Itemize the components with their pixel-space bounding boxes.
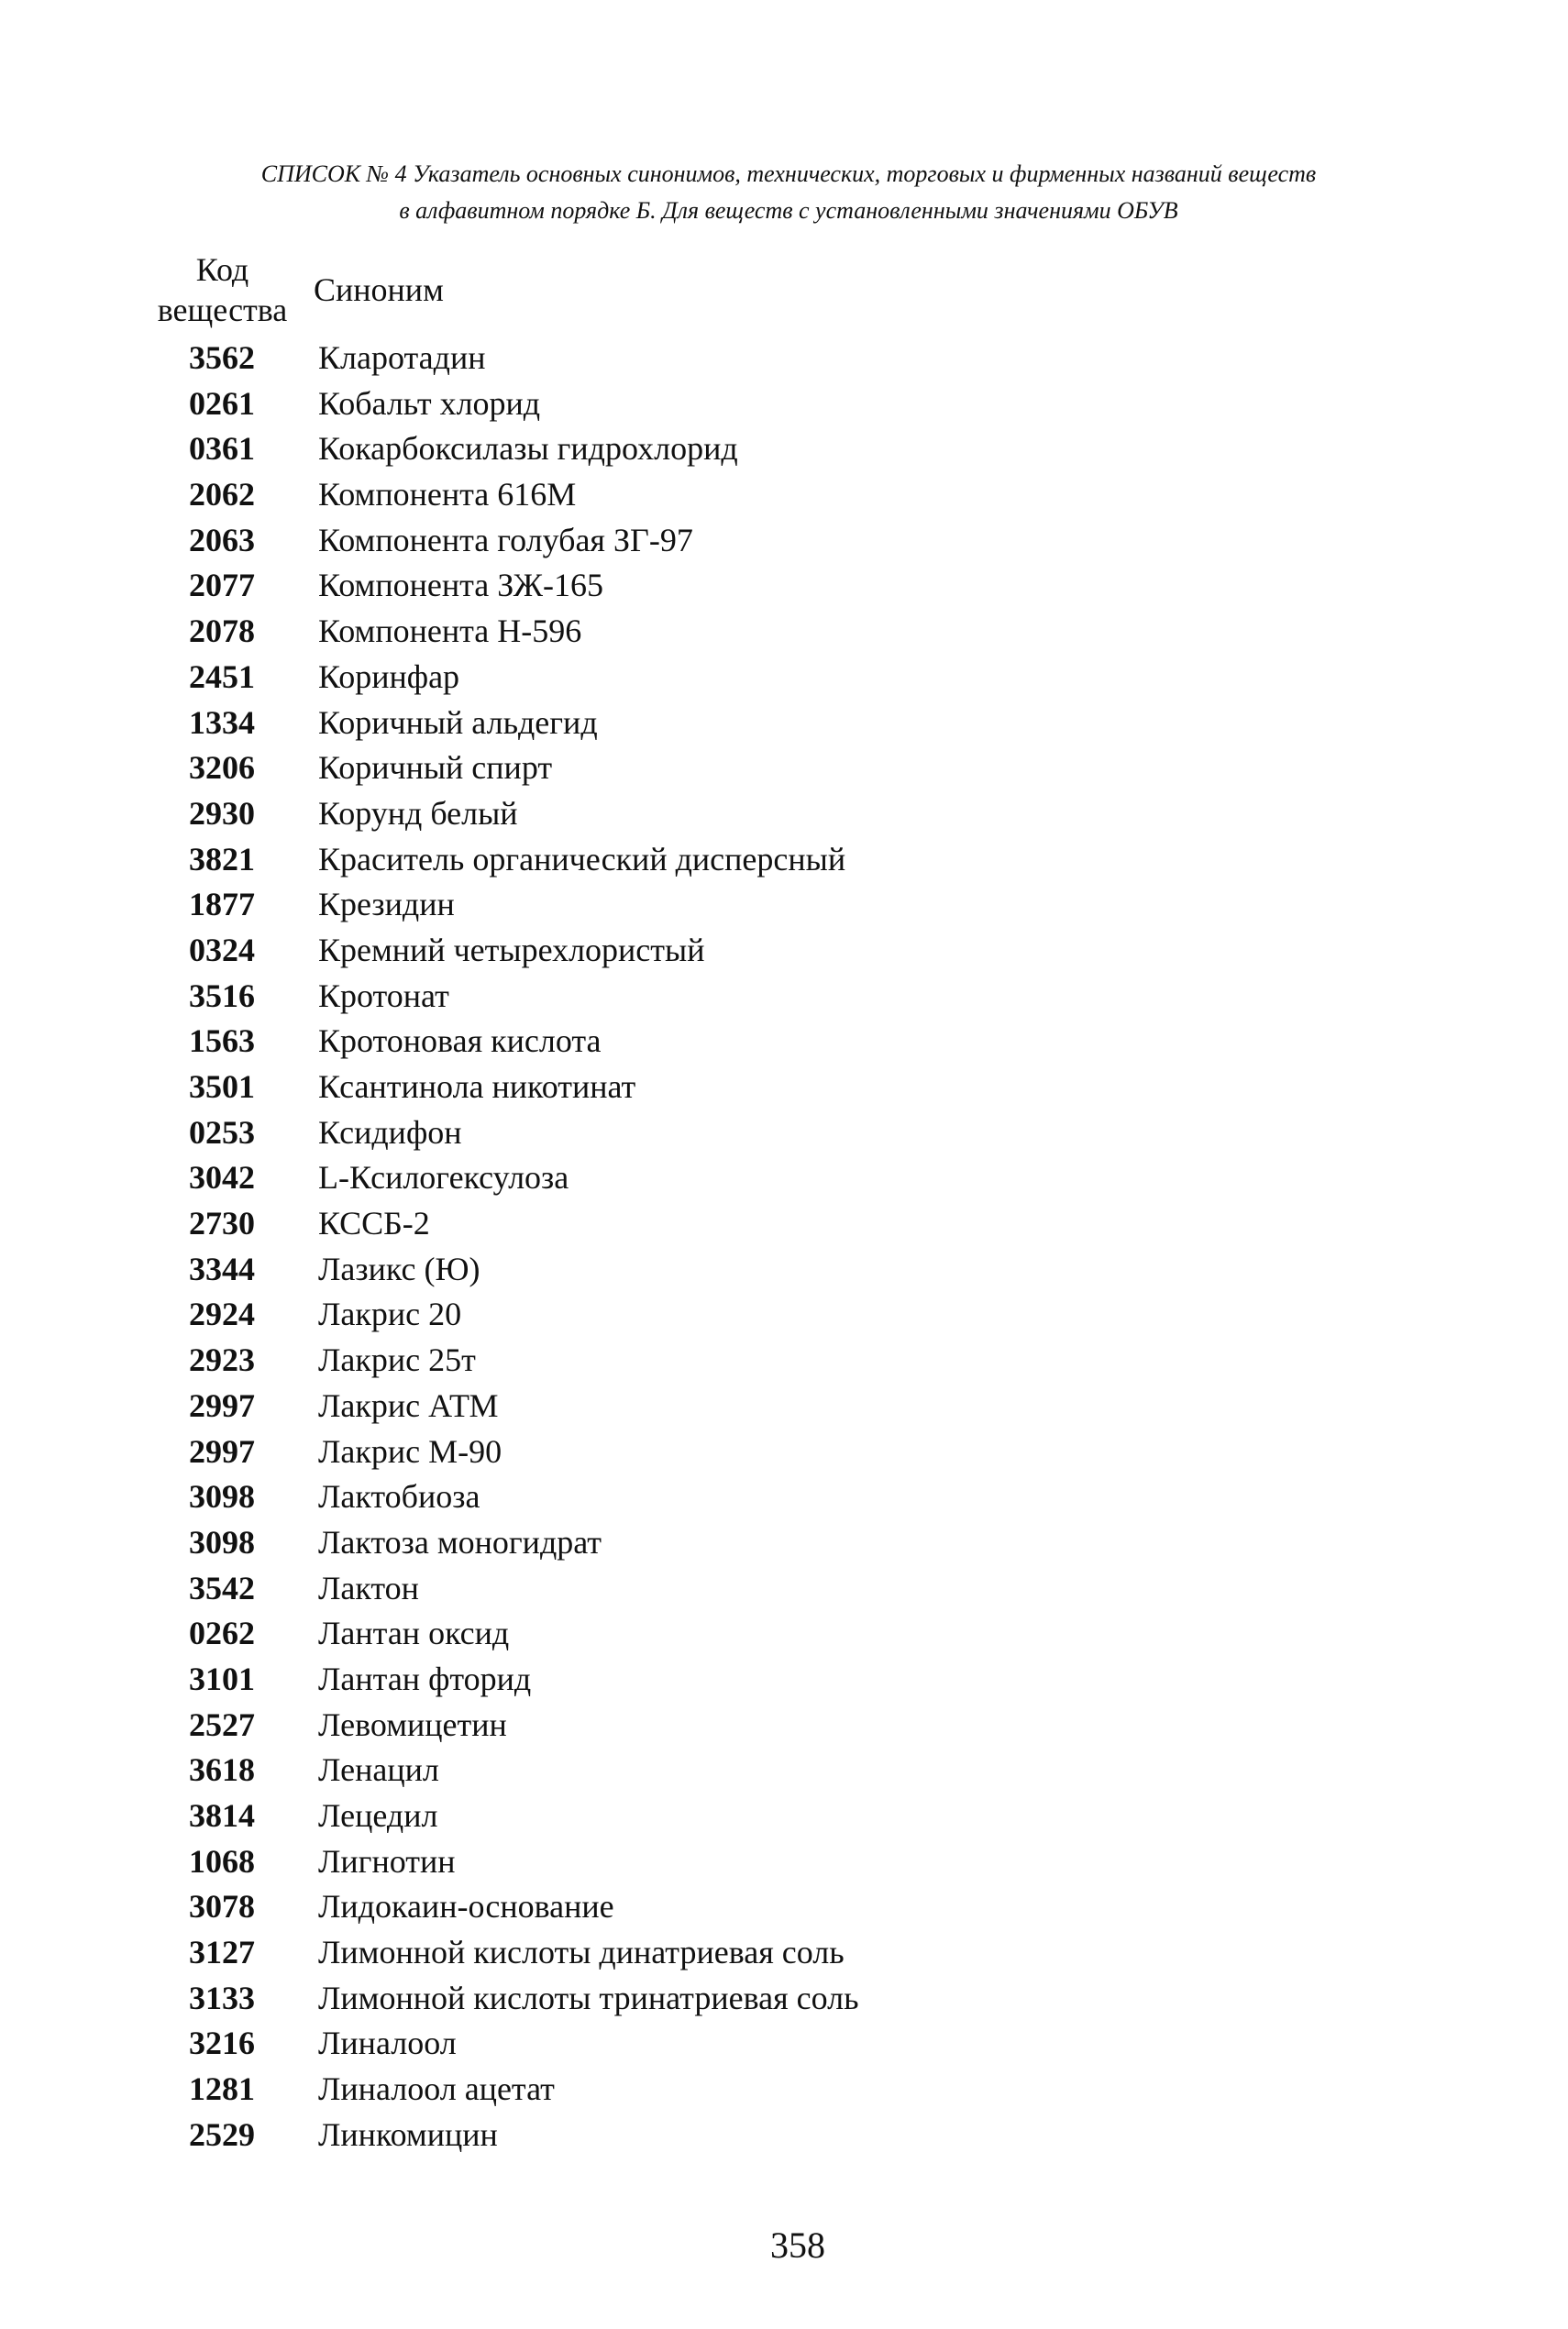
synonym-name: Линкомицин [318, 2115, 498, 2153]
page-header [138, 156, 1440, 229]
substance-code: 1068 [189, 1842, 255, 1880]
synonym-name: Компонента Н-596 [318, 613, 582, 650]
substance-code: 0262 [189, 1615, 255, 1652]
synonym-name: Линалоол [318, 2025, 457, 2062]
substance-code: 3516 [189, 977, 255, 1014]
table-row [138, 381, 1421, 427]
table-row [138, 1657, 1421, 1703]
substance-code: 3101 [189, 1660, 255, 1697]
table-row [138, 336, 1421, 381]
substance-code: 3562 [189, 339, 255, 376]
synonym-name: Лидокаин-основание [318, 1888, 614, 1926]
synonym-name: Ленацил [318, 1751, 439, 1789]
synonym-name: Ксантинола никотинат [318, 1068, 636, 1105]
table-row [138, 563, 1421, 609]
table-row [138, 2021, 1421, 2067]
table-row [138, 928, 1421, 974]
table-row [138, 837, 1421, 883]
table-row [138, 1292, 1421, 1338]
table-row [138, 745, 1421, 791]
table-row [138, 1019, 1421, 1065]
synonym-name: Кокарбоксилазы гидрохлорид [318, 430, 738, 468]
synonym-name: Коринфар [318, 657, 460, 695]
table-row [138, 2113, 1421, 2158]
substance-code: 3501 [189, 1068, 255, 1105]
substance-code: 2077 [189, 567, 255, 604]
substance-code: 0253 [189, 1113, 255, 1151]
substance-code: 1563 [189, 1022, 255, 1060]
synonym-name: Лантан оксид [318, 1615, 510, 1652]
substance-code: 0361 [189, 430, 255, 468]
synonym-table [138, 336, 1421, 2158]
substance-code: 2062 [189, 476, 255, 513]
table-row [138, 1201, 1421, 1247]
synonym-name: Лакрис М-90 [318, 1432, 502, 1470]
table-row [138, 882, 1421, 928]
synonym-name: Компонента голубая ЗГ-97 [318, 521, 693, 558]
substance-code: 2924 [189, 1296, 255, 1333]
synonym-name: Лантан фторид [318, 1660, 532, 1697]
synonym-name: Лактоза моногидрат [318, 1523, 602, 1561]
substance-code: 1877 [189, 886, 255, 923]
synonym-name: Лакрис 20 [318, 1296, 462, 1333]
table-row [138, 472, 1421, 518]
synonym-name: Коричный спирт [318, 749, 553, 787]
synonym-name: КССБ-2 [318, 1205, 430, 1242]
substance-code: 2529 [189, 2115, 255, 2153]
substance-code: 2997 [189, 1432, 255, 1470]
table-row [138, 1930, 1421, 1976]
synonym-name: Кротонат [318, 977, 449, 1014]
synonym-name: Компонента ЗЖ-165 [318, 567, 604, 604]
synonym-name: Ксидифон [318, 1113, 462, 1151]
code-column-header [138, 249, 307, 330]
code-header-line2: вещества [157, 292, 288, 328]
table-row [138, 655, 1421, 701]
substance-code: 2730 [189, 1205, 255, 1242]
table-row [138, 1155, 1421, 1201]
page-number: 358 [770, 2224, 825, 2266]
synonym-name: Крезидин [318, 886, 455, 923]
code-header-line1: Код [195, 251, 249, 288]
substance-code: 0261 [189, 384, 255, 422]
synonym-name: Лактобиоза [318, 1478, 480, 1516]
substance-code: 3098 [189, 1523, 255, 1561]
substance-code: 3098 [189, 1478, 255, 1516]
substance-code: 2451 [189, 657, 255, 695]
substance-code: 0324 [189, 931, 255, 968]
synonym-name: Линалоол ацетат [318, 2070, 555, 2108]
synonym-name: Лактон [318, 1569, 419, 1606]
synonym-name: Корунд белый [318, 794, 518, 832]
substance-code: 2923 [189, 1341, 255, 1379]
synonym-name: Кремний четырехлористый [318, 931, 705, 968]
table-row [138, 1703, 1421, 1749]
table-row [138, 1474, 1421, 1520]
synonym-name: Лимонной кислоты тринатриевая соль [318, 1979, 859, 2016]
synonym-name: Лакрис 25т [318, 1341, 476, 1379]
synonym-column-header: Синоним [314, 271, 444, 308]
synonym-name: Левомицетин [318, 1705, 507, 1743]
substance-code: 3821 [189, 840, 255, 878]
substance-code: 3814 [189, 1797, 255, 1834]
table-row [138, 1384, 1421, 1429]
synonym-name: Краситель органический дисперсный [318, 840, 846, 878]
synonym-name: Компонента 616М [318, 476, 577, 513]
substance-code: 3042 [189, 1159, 255, 1197]
substance-code: 2527 [189, 1705, 255, 1743]
substance-code: 3127 [189, 1934, 255, 1971]
table-row [138, 1110, 1421, 1156]
table-row [138, 1247, 1421, 1293]
table-row [138, 1338, 1421, 1384]
substance-code: 2063 [189, 521, 255, 558]
table-row [138, 701, 1421, 746]
substance-code: 2997 [189, 1386, 255, 1424]
table-row [138, 1520, 1421, 1566]
synonym-name: L-Ксилогексулоза [318, 1159, 569, 1197]
table-row [138, 1566, 1421, 1612]
table-row [138, 426, 1421, 472]
synonym-name: Лецедил [318, 1797, 438, 1834]
table-row [138, 974, 1421, 1020]
table-row [138, 791, 1421, 837]
synonym-name: Лакрис АТМ [318, 1386, 499, 1424]
table-row [138, 518, 1421, 564]
header-title-line2: в алфавитном порядке Б. Для веществ с установленными значениями ОБУВ [399, 197, 1178, 224]
synonym-name: Кротоновая кислота [318, 1022, 602, 1060]
table-row [138, 1976, 1421, 2022]
table-row [138, 1884, 1421, 1930]
synonym-name: Лигнотин [318, 1842, 456, 1880]
substance-code: 1334 [189, 703, 255, 741]
substance-code: 3542 [189, 1569, 255, 1606]
synonym-name: Коричный альдегид [318, 703, 598, 741]
table-row [138, 1065, 1421, 1110]
table-row [138, 1611, 1421, 1657]
table-row [138, 2067, 1421, 2113]
substance-code: 3133 [189, 1979, 255, 2016]
synonym-name: Кларотадин [318, 339, 486, 376]
substance-code: 3216 [189, 2025, 255, 2062]
substance-code: 3618 [189, 1751, 255, 1789]
table-row [138, 1748, 1421, 1794]
table-row [138, 609, 1421, 655]
synonym-name: Кобальт хлорид [318, 384, 541, 422]
table-row [138, 1839, 1421, 1885]
synonym-name: Лазикс (Ю) [318, 1250, 480, 1287]
substance-code: 2078 [189, 613, 255, 650]
synonym-name: Лимонной кислоты динатриевая соль [318, 1934, 845, 1971]
header-title-line1: СПИСОК № 4 Указатель основных синонимов, технических, торговых и фирменных названий веществ [260, 160, 1317, 187]
substance-code: 3078 [189, 1888, 255, 1926]
table-row [138, 1794, 1421, 1839]
substance-code: 3206 [189, 749, 255, 787]
table-row [138, 1429, 1421, 1475]
substance-code: 3344 [189, 1250, 255, 1287]
substance-code: 1281 [189, 2070, 255, 2108]
substance-code: 2930 [189, 794, 255, 832]
